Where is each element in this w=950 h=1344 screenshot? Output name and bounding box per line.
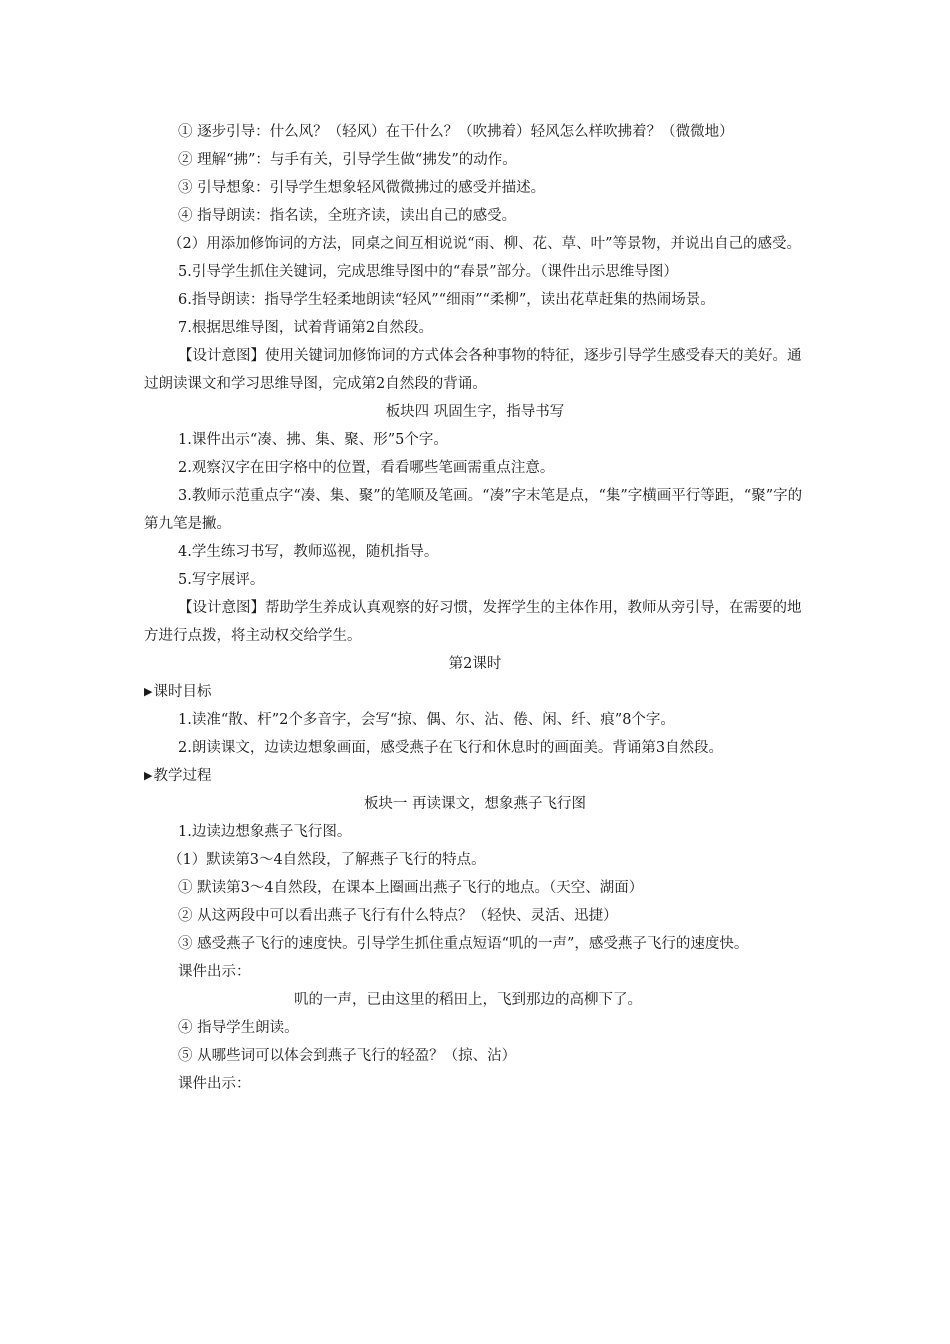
paragraph-text: 5.写字展评。 xyxy=(178,572,265,588)
paragraph xyxy=(144,818,806,846)
paragraph-text: 板块四 巩固生字，指导书写 xyxy=(385,404,565,420)
paragraph-text: 【设计意图】使用关键词加修饰词的方式体会各种事物的特征，逐步引导学生感受春天的美好。通过朗读课文和学习思维导图，完成第2自然段的背诵。 xyxy=(144,348,802,392)
paragraph-text: ⑤ 从哪些词可以体会到燕子飞行的轻盈？（掠、沾） xyxy=(178,1048,517,1064)
paragraph-text: ④ 指导学生朗读。 xyxy=(178,1020,299,1036)
paragraph-text: 7.根据思维导图，试着背诵第2自然段。 xyxy=(178,320,434,336)
paragraph xyxy=(144,174,806,202)
paragraph xyxy=(144,286,806,314)
paragraph xyxy=(144,902,806,930)
paragraph xyxy=(144,314,806,342)
paragraph xyxy=(144,762,806,790)
paragraph-text: ① 逐步引导：什么风？（轻风）在干什么？（吹拂着）轻风怎么样吹拂着？（微微地） xyxy=(178,124,734,140)
paragraph-text: 叽的一声，已由这里的稻田上，飞到那边的高柳下了。 xyxy=(294,992,642,1008)
paragraph xyxy=(144,650,806,678)
paragraph xyxy=(144,958,806,986)
paragraph-text: （2）用添加修饰词的方法，同桌之间互相说说“雨、柳、花、草、叶”等景物，并说出自己的感受。 xyxy=(168,236,802,252)
paragraph xyxy=(144,398,806,426)
paragraph-text: 【设计意图】帮助学生养成认真观察的好习惯，发挥学生的主体作用，教师从旁引导，在需要的地方进行点拨，将主动权交给学生。 xyxy=(144,600,802,644)
paragraph xyxy=(144,734,806,762)
paragraph-text: 1.边读边想象燕子飞行图。 xyxy=(178,824,352,840)
paragraph-text: ② 理解“拂”：与手有关，引导学生做“拂发”的动作。 xyxy=(178,152,517,168)
paragraph-text: 课件出示： xyxy=(178,964,251,980)
paragraph xyxy=(144,118,806,146)
paragraph xyxy=(144,594,806,650)
paragraph-text: 3.教师示范重点字“凑、集、聚”的笔顺及笔画。“凑”字末笔是点，“集”字横画平行等距，“聚”字的第九笔是撇。 xyxy=(144,488,803,532)
paragraph-text: ③ 感受燕子飞行的速度快。引导学生抓住重点短语“叽的一声”，感受燕子飞行的速度快。 xyxy=(178,936,749,952)
paragraph-text: ② 从这两段中可以看出燕子飞行有什么特点？（轻快、灵活、迅捷） xyxy=(178,908,618,924)
paragraph xyxy=(144,1014,806,1042)
document-body xyxy=(144,118,806,1098)
paragraph xyxy=(144,454,806,482)
paragraph-text: ③ 引导想象：引导学生想象轻风微微拂过的感受并描述。 xyxy=(178,180,546,196)
paragraph xyxy=(144,230,806,258)
paragraph-text: 课件出示： xyxy=(178,1076,251,1092)
paragraph xyxy=(144,846,806,874)
paragraph xyxy=(144,678,806,706)
paragraph xyxy=(144,790,806,818)
paragraph-text: 2.朗读课文，边读边想象画面，感受燕子在飞行和休息时的画面美。背诵第3自然段。 xyxy=(178,740,724,756)
paragraph xyxy=(144,874,806,902)
paragraph-text: 板块一 再读课文，想象燕子飞行图 xyxy=(363,796,587,812)
paragraph xyxy=(144,258,806,286)
paragraph-text: 4.学生练习书写，教师巡视，随机指导。 xyxy=(178,544,439,560)
paragraph-text: 1.读准“散、杆”2个多音字，会写“掠、偶、尔、沾、倦、闲、纤、痕”8个字。 xyxy=(178,712,675,728)
triangle-marker-icon: ▶ xyxy=(144,685,153,698)
paragraph-text: ④ 指导朗读：指名读，全班齐读，读出自己的感受。 xyxy=(178,208,517,224)
paragraph-text: 6.指导朗读：指导学生轻柔地朗读“轻风”“细雨”“柔柳”，读出花草赶集的热闹场景。 xyxy=(178,292,715,308)
paragraph xyxy=(144,930,806,958)
paragraph xyxy=(144,538,806,566)
paragraph-text: 教学过程 xyxy=(153,768,212,784)
paragraph xyxy=(144,482,806,538)
paragraph xyxy=(144,342,806,398)
paragraph-text: ① 默读第3～4自然段，在课本上圈画出燕子飞行的地点。（天空、湖面） xyxy=(178,880,644,896)
paragraph xyxy=(144,986,806,1014)
paragraph xyxy=(144,426,806,454)
paragraph xyxy=(144,706,806,734)
paragraph xyxy=(144,146,806,174)
paragraph-text: 5.引导学生抓住关键词，完成思维导图中的“春景”部分。（课件出示思维导图） xyxy=(178,264,678,280)
triangle-marker-icon: ▶ xyxy=(144,769,153,782)
paragraph xyxy=(144,1042,806,1070)
paragraph-text: 第2课时 xyxy=(448,656,502,672)
paragraph xyxy=(144,202,806,230)
paragraph xyxy=(144,1070,806,1098)
paragraph-text: 2.观察汉字在田字格中的位置，看看哪些笔画需重点注意。 xyxy=(178,460,555,476)
paragraph xyxy=(144,566,806,594)
paragraph-text: 课时目标 xyxy=(153,684,212,700)
paragraph-text: （1）默读第3～4自然段，了解燕子飞行的特点。 xyxy=(168,852,486,868)
paragraph-text: 1.课件出示“凑、拂、集、聚、形”5个字。 xyxy=(178,432,448,448)
